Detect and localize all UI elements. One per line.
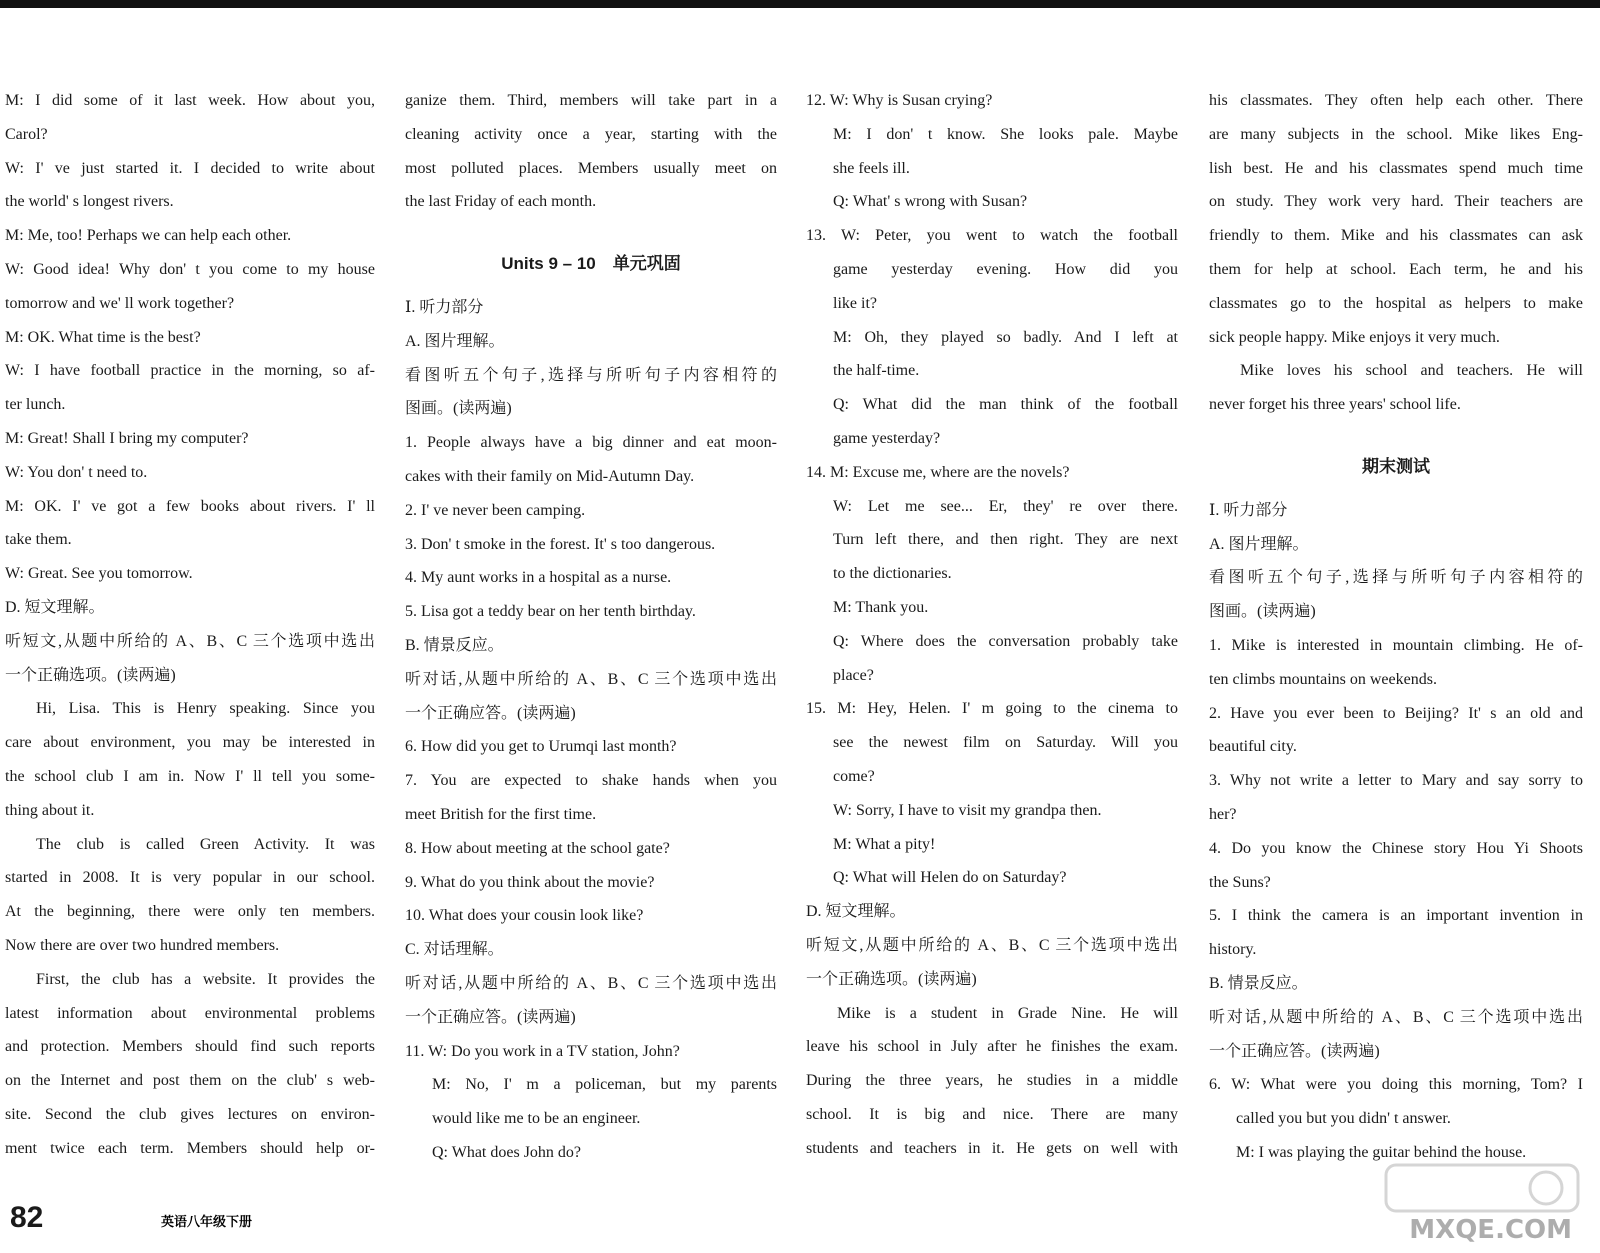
text-line: her?: [1209, 805, 1237, 823]
text-line: 12. W: Why is Susan crying?: [806, 92, 993, 109]
text-line: 11. W: Do you work in a TV station, John?: [405, 1042, 680, 1060]
text-line: ganize them. Third, members will take part in a: [405, 92, 777, 109]
text-line: A. 图片理解。: [1209, 535, 1309, 553]
text-line: 看图听五个句子,选择与所听句子内容相符的: [405, 366, 777, 384]
text-line: would like me to be an engineer.: [432, 1110, 641, 1128]
text-line: D. 短文理解。: [5, 598, 105, 616]
text-line: B. 情景反应。: [1209, 974, 1308, 992]
text-line: cleaning activity once a year, starting with the: [405, 125, 777, 143]
text-line: During the three years, he studies in a middle: [806, 1072, 1178, 1090]
top-border: [0, 0, 1600, 8]
text-line: 3. Why not write a letter to Mary and say sorry to: [1209, 772, 1583, 790]
text-line: take them.: [5, 531, 72, 549]
text-line: on study. They work very hard. Their teachers are: [1209, 193, 1583, 211]
text-line: C. 对话理解。: [405, 941, 504, 959]
section-heading: Units 9 – 10 单元巩固: [501, 254, 681, 274]
text-line: W: I' ve just started it. I decided to write about: [5, 159, 375, 177]
text-line: 14. M: Excuse me, where are the novels?: [806, 463, 1070, 481]
text-line: 15. M: Hey, Helen. I' m going to the cinema to: [806, 700, 1178, 718]
text-line: M: Thank you.: [833, 598, 929, 616]
text-line: tomorrow and we' ll work together?: [5, 294, 235, 312]
text-line: Hi, Lisa. This is Henry speaking. Since you: [36, 700, 375, 718]
text-line: 一个正确应答。(读两遍): [405, 1008, 576, 1026]
text-line: 图画。(读两遍): [405, 400, 512, 418]
text-line: 9. What do you think about the movie?: [405, 873, 655, 891]
text-line: come?: [833, 767, 875, 785]
text-line: students and teachers in it. He gets on well with: [806, 1139, 1178, 1157]
text-line: M: Great! Shall I bring my computer?: [5, 429, 249, 447]
text-line: thing about it.: [5, 801, 95, 819]
text-line: M: What a pity!: [833, 835, 936, 853]
text-line: 3. Don' t smoke in the forest. It' s too dangerous.: [405, 535, 716, 553]
text-line: W: Sorry, I have to visit my grandpa then.: [833, 801, 1102, 819]
text-line: B. 情景反应。: [405, 636, 504, 654]
text-line: Ⅰ. 听力部分: [405, 298, 484, 316]
text-line: First, the club has a website. It provides the: [36, 970, 375, 988]
text-column-4: [1209, 84, 1583, 1170]
text-line: classmates go to the hospital as helpers to make: [1209, 294, 1583, 312]
text-line: history.: [1209, 941, 1257, 959]
text-line: the school club I am in. Now I' ll tell you some-: [5, 767, 375, 785]
text-line: on the Internet and post them on the club' s web-: [5, 1072, 375, 1090]
text-line: W: Let me see... Er, they' re over there.: [833, 497, 1178, 515]
text-line: W: Great. See you tomorrow.: [5, 565, 193, 583]
text-line: D. 短文理解。: [806, 903, 906, 921]
page-number: 82: [10, 1201, 44, 1234]
text-line: M: I don' t know. She looks pale. Maybe: [833, 125, 1178, 143]
text-line: Q: What did the man think of the football: [833, 396, 1178, 414]
text-line: latest information about environmental problems: [5, 1004, 375, 1022]
text-line: M: Me, too! Perhaps we can help each other.: [5, 227, 292, 245]
text-line: 听短文,从题中所给的 A、B、C 三个选项中选出: [5, 632, 375, 650]
text-line: Turn left there, and then right. They are next: [833, 531, 1178, 549]
text-line: 听短文,从题中所给的 A、B、C 三个选项中选出: [806, 936, 1178, 954]
section-spacer: [1209, 422, 1583, 436]
text-line: 8. How about meeting at the school gate?: [405, 839, 670, 857]
text-line: At the beginning, there were only ten members.: [5, 903, 375, 921]
text-line: 5. I think the camera is an important invention in: [1209, 907, 1583, 925]
text-line: 听对话,从题中所给的 A、B、C 三个选项中选出: [1209, 1008, 1583, 1026]
text-line: A. 图片理解。: [405, 332, 505, 350]
text-line: meet British for the first time.: [405, 805, 597, 823]
text-line: never forget his three years' school life.: [1209, 396, 1461, 414]
text-line: the last Friday of each month.: [405, 193, 597, 211]
page-footer: [6, 1191, 1596, 1253]
text-line: the half-time.: [833, 362, 920, 380]
text-line: 7. You are expected to shake hands when you: [405, 772, 777, 790]
text-line: are many subjects in the school. Mike likes Eng-: [1209, 125, 1583, 143]
text-line: 6. W: What were you doing this morning, Tom? I: [1209, 1076, 1583, 1094]
section-heading: 期末测试: [1362, 456, 1430, 476]
text-line: like it?: [833, 294, 877, 312]
text-line: ment twice each term. Members should help or-: [5, 1139, 375, 1157]
text-line: Q: What does John do?: [432, 1143, 582, 1161]
text-line: 2. I' ve never been camping.: [405, 501, 586, 519]
text-line: 5. Lisa got a teddy bear on her tenth birthday.: [405, 603, 696, 621]
text-line: 10. What does your cousin look like?: [405, 907, 644, 925]
text-line: most polluted places. Members usually meet on: [405, 159, 777, 177]
text-column-1: [5, 84, 375, 1166]
text-line: 13. W: Peter, you went to watch the football: [806, 227, 1178, 245]
text-line: game yesterday evening. How did you: [833, 260, 1178, 278]
text-column-3: [806, 84, 1178, 1166]
text-line: 听对话,从题中所给的 A、B、C 三个选项中选出: [405, 670, 777, 688]
text-line: Q: What' s wrong with Susan?: [833, 193, 1028, 211]
text-line: his classmates. They often help each other. There: [1209, 92, 1583, 109]
text-line: Mike loves his school and teachers. He will: [1240, 362, 1583, 380]
text-line: started in 2008. It is very popular in our school.: [5, 869, 375, 887]
text-line: them for help at school. Each term, he and his: [1209, 260, 1583, 278]
text-line: ten climbs mountains on weekends.: [1209, 670, 1437, 688]
text-line: 图画。(读两遍): [1209, 603, 1316, 621]
text-line: 6. How did you get to Urumqi last month?: [405, 738, 677, 756]
text-line: care about environment, you may be interested in: [5, 734, 375, 752]
book-title: 英语八年级下册: [161, 1215, 253, 1230]
text-line: friendly to them. Mike and his classmates can ask: [1209, 227, 1583, 245]
text-line: cakes with their family on Mid-Autumn Day.: [405, 467, 695, 485]
text-line: Ⅰ. 听力部分: [1209, 501, 1288, 519]
text-column-2: [405, 84, 777, 1170]
text-line: 看图听五个句子,选择与所听句子内容相符的: [1209, 569, 1583, 587]
text-line: 听对话,从题中所给的 A、B、C 三个选项中选出: [405, 974, 777, 992]
text-line: ter lunch.: [5, 396, 66, 414]
text-line: 一个正确应答。(读两遍): [405, 704, 576, 722]
text-line: M: No, I' m a policeman, but my parents: [432, 1076, 777, 1094]
text-line: Q: What will Helen do on Saturday?: [833, 869, 1067, 887]
text-line: school. It is big and nice. There are many: [806, 1105, 1178, 1123]
text-line: M: OK. What time is the best?: [5, 328, 201, 346]
text-line: the world' s longest rivers.: [5, 193, 174, 211]
text-line: place?: [833, 666, 874, 684]
text-line: Carol?: [5, 125, 48, 143]
text-line: 1. Mike is interested in mountain climbing. He of-: [1209, 636, 1583, 654]
text-line: M: I did some of it last week. How about you,: [5, 92, 375, 109]
text-line: Mike is a student in Grade Nine. He will: [837, 1004, 1178, 1022]
text-line: 一个正确选项。(读两遍): [5, 666, 176, 684]
text-line: W: I have football practice in the morning, so af-: [5, 362, 375, 380]
text-line: 4. Do you know the Chinese story Hou Yi Shoots: [1209, 839, 1583, 857]
text-line: M: I was playing the guitar behind the house.: [1236, 1143, 1527, 1161]
text-line: Q: Where does the conversation probably take: [833, 632, 1178, 650]
text-line: W: Good idea! Why don' t you come to my house: [5, 260, 375, 278]
text-line: called you but you didn' t answer.: [1236, 1110, 1451, 1128]
text-line: W: You don' t need to.: [5, 463, 148, 481]
text-line: 2. Have you ever been to Beijing? It' s an old and: [1209, 704, 1583, 722]
text-line: sick people happy. Mike enjoys it very much.: [1209, 328, 1500, 346]
text-line: site. Second the club gives lectures on environ-: [5, 1105, 375, 1123]
text-line: M: Oh, they played so badly. And I left at: [833, 328, 1178, 346]
text-line: to the dictionaries.: [833, 565, 952, 583]
text-line: game yesterday?: [833, 429, 941, 447]
text-line: 1. People always have a big dinner and eat moon-: [405, 434, 777, 452]
text-line: lish best. He and his classmates spend much time: [1209, 159, 1583, 177]
text-line: the Suns?: [1209, 873, 1271, 891]
text-line: she feels ill.: [833, 159, 910, 177]
text-line: Now there are over two hundred members.: [5, 936, 280, 954]
text-line: see the newest film on Saturday. Will you: [833, 734, 1178, 752]
text-line: 一个正确应答。(读两遍): [1209, 1042, 1380, 1060]
text-line: beautiful city.: [1209, 738, 1297, 756]
text-line: and protection. Members should find such reports: [5, 1038, 375, 1056]
text-line: The club is called Green Activity. It was: [36, 835, 375, 853]
text-line: 一个正确选项。(读两遍): [806, 970, 977, 988]
text-line: leave his school in July after he finishes the exam.: [806, 1038, 1178, 1056]
section-spacer: [405, 219, 777, 233]
watermark-text: MXQE.COM: [1409, 1215, 1572, 1245]
text-line: 4. My aunt works in a hospital as a nurse.: [405, 569, 672, 587]
text-line: M: OK. I' ve got a few books about rivers. I' ll: [5, 497, 375, 515]
